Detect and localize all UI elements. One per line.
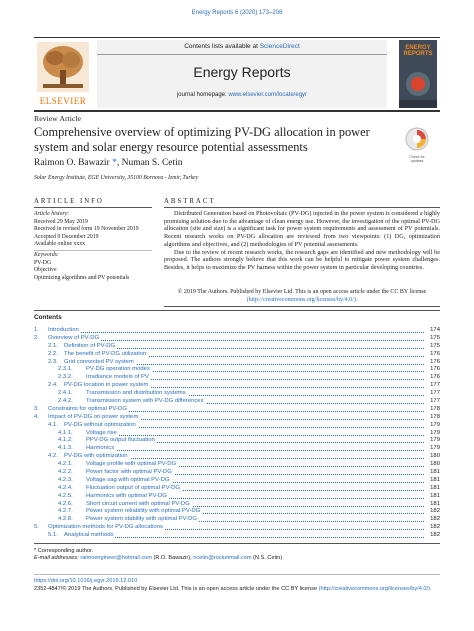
- journal-citation[interactable]: Energy Reports 6 (2020) 173–208: [191, 10, 283, 16]
- crossmark-badge[interactable]: [404, 127, 430, 161]
- history-accepted: Accepted 9 December 2019: [34, 233, 99, 240]
- toc-number[interactable]: 5.1.: [48, 532, 58, 539]
- toc-number[interactable]: 4.1.1.: [58, 429, 73, 436]
- toc-page-number: 181: [430, 500, 440, 507]
- toc-page-number: 177: [430, 398, 440, 405]
- toc-entry[interactable]: [34, 477, 440, 485]
- toc-page-number: 181: [430, 469, 440, 476]
- sciencedirect-link[interactable]: ScienceDirect: [259, 43, 300, 50]
- toc-number[interactable]: 4.2.7.: [58, 508, 73, 515]
- journal-homepage-line: [97, 92, 387, 98]
- toc-number[interactable]: 3.: [34, 405, 39, 412]
- toc-leader-dots: [64, 537, 424, 538]
- footnote: [34, 548, 284, 563]
- toc-label[interactable]: Constraints for optimal PV-DG: [48, 405, 127, 412]
- toc-label[interactable]: Voltage rise: [86, 429, 117, 436]
- elsevier-wordmark: ELSEVIER: [39, 96, 87, 106]
- article-history: [34, 211, 159, 249]
- toc-entry[interactable]: [34, 461, 440, 469]
- footer-rule: [34, 574, 440, 575]
- issn-line: [34, 586, 431, 594]
- email-link-2[interactable]: ncetin@rocketmail.com: [193, 555, 252, 562]
- history-label: Article history:: [34, 211, 70, 217]
- crossmark-icon: [404, 127, 430, 151]
- toc-entry[interactable]: [34, 343, 440, 351]
- toc-label[interactable]: PV-DG without optimization: [64, 421, 136, 428]
- email-owner-2: (N.S. Cetin).: [251, 555, 284, 562]
- toc-number[interactable]: 4.2.: [48, 453, 58, 460]
- toc-label[interactable]: Transmission and distribution systems: [86, 390, 186, 397]
- article-type: Review Article: [34, 114, 81, 123]
- toc-number[interactable]: 1.: [34, 327, 39, 333]
- toc-leader-dots: [86, 450, 424, 451]
- toc-number[interactable]: 5.: [34, 524, 39, 531]
- toc-number[interactable]: 2.3.: [48, 358, 58, 365]
- toc-entry[interactable]: [34, 445, 440, 453]
- toc-page-number: 178: [430, 405, 440, 412]
- toc-entry[interactable]: [34, 422, 440, 430]
- toc-entry[interactable]: [34, 366, 440, 374]
- author-list: [34, 158, 183, 168]
- toc-entry[interactable]: [34, 406, 440, 414]
- toc-page-number: 181: [430, 484, 440, 491]
- toc-page-number: 179: [430, 445, 440, 452]
- toc-number[interactable]: 4.2.8.: [58, 516, 73, 523]
- article-info-rule: [34, 207, 152, 208]
- table-of-contents: [34, 327, 440, 540]
- history-revised: Received in revised form 19 November 2019: [34, 226, 139, 233]
- doi-block: [34, 578, 431, 593]
- issn-text: 2352-4847/© 2019 The Authors. Published by Elsevier Ltd. This is an open access article under the CC BY license: [34, 585, 319, 592]
- toc-page-number: 177: [430, 390, 440, 397]
- toc-bottom-rule: [34, 543, 440, 544]
- toc-number[interactable]: 4.2.6.: [58, 500, 73, 507]
- toc-number[interactable]: 2.: [34, 334, 39, 341]
- toc-entry[interactable]: [34, 351, 440, 359]
- toc-page-number: 176: [430, 350, 440, 357]
- toc-label[interactable]: Fluctuation output of optimal PV-DG: [86, 484, 180, 491]
- toc-label[interactable]: Transmission system with PV-DG differences: [86, 398, 204, 405]
- keywords-divider: [34, 250, 152, 251]
- toc-entry[interactable]: [34, 516, 440, 524]
- masthead-divider: [97, 54, 387, 55]
- toc-label[interactable]: Overview of PV-DG: [48, 334, 100, 341]
- author-1[interactable]: Raimon O. Bawazir: [34, 158, 110, 168]
- toc-number[interactable]: 2.3.1.: [58, 366, 73, 373]
- abstract-bottom-rule: [164, 306, 440, 307]
- toc-label[interactable]: Harmonics with optimal PV-DG: [86, 492, 167, 499]
- toc-number[interactable]: 4.: [34, 413, 39, 420]
- toc-label[interactable]: PV-DG with optimization: [64, 453, 128, 460]
- toc-page-number: 182: [430, 532, 440, 539]
- toc-label[interactable]: Power factor with optimal PV-DG: [86, 469, 172, 476]
- keyword: PV-DG: [34, 259, 52, 266]
- contents-prefix: Contents lists available at: [184, 43, 260, 50]
- toc-leader-dots: [48, 340, 424, 341]
- toc-page-number: 175: [430, 334, 440, 341]
- toc-page-number: 181: [430, 476, 440, 483]
- toc-page-number: 181: [430, 492, 440, 499]
- abstract-body: [164, 210, 440, 272]
- toc-number[interactable]: 4.2.4.: [58, 484, 73, 491]
- toc-entry[interactable]: [34, 532, 440, 540]
- homepage-link[interactable]: www.elsevier.com/locate/egyr: [228, 92, 308, 98]
- toc-page-number: 175: [430, 342, 440, 349]
- toc-top-rule: [34, 310, 440, 311]
- footnote-marker: *: [34, 548, 37, 554]
- toc-number[interactable]: 2.2.: [48, 350, 58, 357]
- keywords-label: Keywords:: [34, 252, 59, 258]
- toc-page-number: 176: [430, 374, 440, 381]
- article-title: Comprehensive overview of optimizing PV-DG allocation in power system and solar energy resource potential assessments: [34, 125, 370, 154]
- author-separator: ,: [116, 158, 122, 168]
- toc-number[interactable]: 4.1.: [48, 421, 58, 428]
- toc-number[interactable]: 4.2.2.: [58, 469, 73, 476]
- toc-entry[interactable]: [34, 493, 440, 501]
- toc-page-number: 179: [430, 429, 440, 436]
- email-link-1[interactable]: raimoengineer@hotmail.com: [80, 555, 152, 562]
- journal-name: Energy Reports: [193, 64, 291, 80]
- toc-label[interactable]: Voltage profile with optimal PV-DG: [86, 461, 177, 468]
- corresponding-author-note: [34, 548, 284, 555]
- author-2[interactable]: Numan S. Cetin: [121, 158, 183, 168]
- toc-entry[interactable]: [34, 398, 440, 406]
- toc-number[interactable]: 2.4.2.: [58, 398, 73, 405]
- toc-label[interactable]: Power system reliability with optimal PV-DG: [86, 508, 201, 515]
- toc-entry[interactable]: [34, 485, 440, 493]
- toc-entry[interactable]: [34, 374, 440, 382]
- top-rule: [34, 37, 440, 38]
- abstract-heading: ABSTRACT: [164, 198, 216, 205]
- copyright-text: © 2019 The Authors. Published by Elsevier Ltd. This is an open access article under the CC BY license: [177, 289, 427, 295]
- toc-label[interactable]: Voltage sag with optimal PV-DG: [86, 476, 170, 483]
- toc-number[interactable]: 2.3.2.: [58, 374, 73, 381]
- toc-label[interactable]: Optimization methods for PV-DG allocations: [48, 524, 163, 531]
- toc-page-number: 180: [430, 461, 440, 468]
- toc-entry[interactable]: [34, 327, 440, 335]
- masthead-bottom-rule: [34, 110, 440, 112]
- toc-number[interactable]: 2.4.: [48, 382, 58, 389]
- toc-page-number: 182: [430, 508, 440, 515]
- history-online: Available online xxxx: [34, 241, 86, 248]
- toc-page-number: 178: [430, 413, 440, 420]
- toc-entry[interactable]: [34, 437, 440, 445]
- homepage-prefix: journal homepage:: [176, 92, 229, 98]
- toc-entry[interactable]: [34, 382, 440, 390]
- toc-label[interactable]: Impact of PV-DG on power system: [48, 413, 139, 420]
- toc-label[interactable]: PV-DG operation modes: [86, 366, 150, 373]
- abstract-paragraph-2: Due to the review of recent research works, the research gaps are identified and new methodology will be proposed. The authors strongly believe that this work can be helpful to mitigate power system challenges. Besides, it helps to maximize the PV harness within the power system in particular developing countries.: [164, 248, 440, 271]
- toc-entry[interactable]: [34, 414, 440, 422]
- toc-page-number: 177: [430, 382, 440, 389]
- footnote-label: Corresponding author.: [37, 548, 94, 554]
- abstract-rule: [164, 207, 440, 208]
- toc-page-number: 182: [430, 516, 440, 523]
- email-line: [34, 555, 284, 562]
- doi-link[interactable]: https://doi.org/10.1016/j.egyr.2019.12.010: [34, 578, 138, 584]
- toc-number[interactable]: 4.1.2.: [58, 437, 73, 444]
- toc-entry[interactable]: [34, 430, 440, 438]
- toc-page-number: 180: [430, 453, 440, 460]
- email-label: E-mail addresses:: [34, 555, 81, 562]
- history-received: Received 29 May 2019: [34, 218, 88, 225]
- toc-number[interactable]: 4.1.3.: [58, 445, 73, 452]
- corresponding-author-mark[interactable]: *: [109, 158, 117, 168]
- toc-entry[interactable]: [34, 469, 440, 477]
- toc-page-number: 176: [430, 366, 440, 373]
- toc-leader-dots: [64, 348, 424, 349]
- toc-label[interactable]: Short circuit current with optimal PV-DG: [86, 500, 190, 507]
- toc-number[interactable]: 4.2.3.: [58, 476, 73, 483]
- toc-label[interactable]: Power system stability with optimal PV-DG: [86, 516, 197, 523]
- toc-label[interactable]: The benefit of PV-DG utilization: [64, 350, 147, 357]
- abstract-paragraph-1: Distributed Generation based on Photovoltaic (PV-DG) injected in the power system is considered a highly promising solution due to the advantage of clean energy use. However, the investigation of the optimal PV-DG allocation (site and size) is a significant task for power system requirements and assessment of PV potentials. Recent research works on PV-DG allocation are reviewed from two viewpoints: (1) DG, optimization algorithms and objectives, and (2) methodologies of PV potential assessments.: [164, 210, 440, 248]
- toc-entry[interactable]: [34, 453, 440, 461]
- toc-number[interactable]: 2.1.: [48, 342, 58, 349]
- toc-label[interactable]: Analytical methods: [64, 532, 114, 539]
- toc-entry[interactable]: [34, 501, 440, 509]
- abstract-copyright: [164, 289, 440, 304]
- toc-leader-dots: [48, 332, 424, 333]
- license-link[interactable]: (http://creativecommons.org/licenses/by/4.0/).: [246, 296, 358, 303]
- toc-label[interactable]: PV-DG location in power system: [64, 382, 149, 389]
- toc-title: Contents: [34, 314, 62, 321]
- doi-license-link[interactable]: (http://creativecommons.org/licenses/by/4.0/).: [318, 585, 432, 592]
- toc-entry[interactable]: [34, 524, 440, 532]
- toc-entry[interactable]: [34, 508, 440, 516]
- toc-label[interactable]: Harmonics: [86, 445, 115, 452]
- toc-page-number: 182: [430, 524, 440, 531]
- toc-label[interactable]: Irradiance models of PV: [86, 374, 149, 381]
- toc-number[interactable]: 4.2.1.: [58, 461, 73, 468]
- toc-page-number: 179: [430, 421, 440, 428]
- keywords-block: [34, 252, 159, 282]
- toc-label[interactable]: Definition of PV-DG: [64, 342, 116, 349]
- article-info-heading: ARTICLE INFO: [34, 198, 104, 205]
- toc-label[interactable]: PPV-DG output fluctuation: [86, 437, 155, 444]
- affiliation: Solar Energy Institute, EGE University, 35100 Bornova - Izmir, Turkey: [34, 175, 199, 181]
- contents-available-line: [97, 43, 387, 50]
- toc-entry[interactable]: [34, 359, 440, 367]
- toc-label[interactable]: Grid connected PV system: [64, 358, 134, 365]
- toc-leader-dots: [86, 435, 424, 436]
- toc-page-number: 176: [430, 358, 440, 365]
- cover-title: ENERGY REPORTS: [403, 45, 433, 57]
- toc-page-number: 174: [430, 327, 440, 333]
- toc-number[interactable]: 4.2.5.: [58, 492, 73, 499]
- toc-entry[interactable]: [34, 335, 440, 343]
- toc-page-number: 179: [430, 437, 440, 444]
- keyword: Optimizing algorithms and PV potentials: [34, 274, 130, 281]
- crossmark-label: Check for updates: [409, 155, 425, 163]
- toc-number[interactable]: 2.4.1.: [58, 390, 73, 397]
- email-owner-1: (R.O. Bawazir),: [151, 555, 194, 562]
- toc-label[interactable]: Introduction: [48, 327, 79, 333]
- keyword: Objective: [34, 267, 57, 274]
- toc-entry[interactable]: [34, 390, 440, 398]
